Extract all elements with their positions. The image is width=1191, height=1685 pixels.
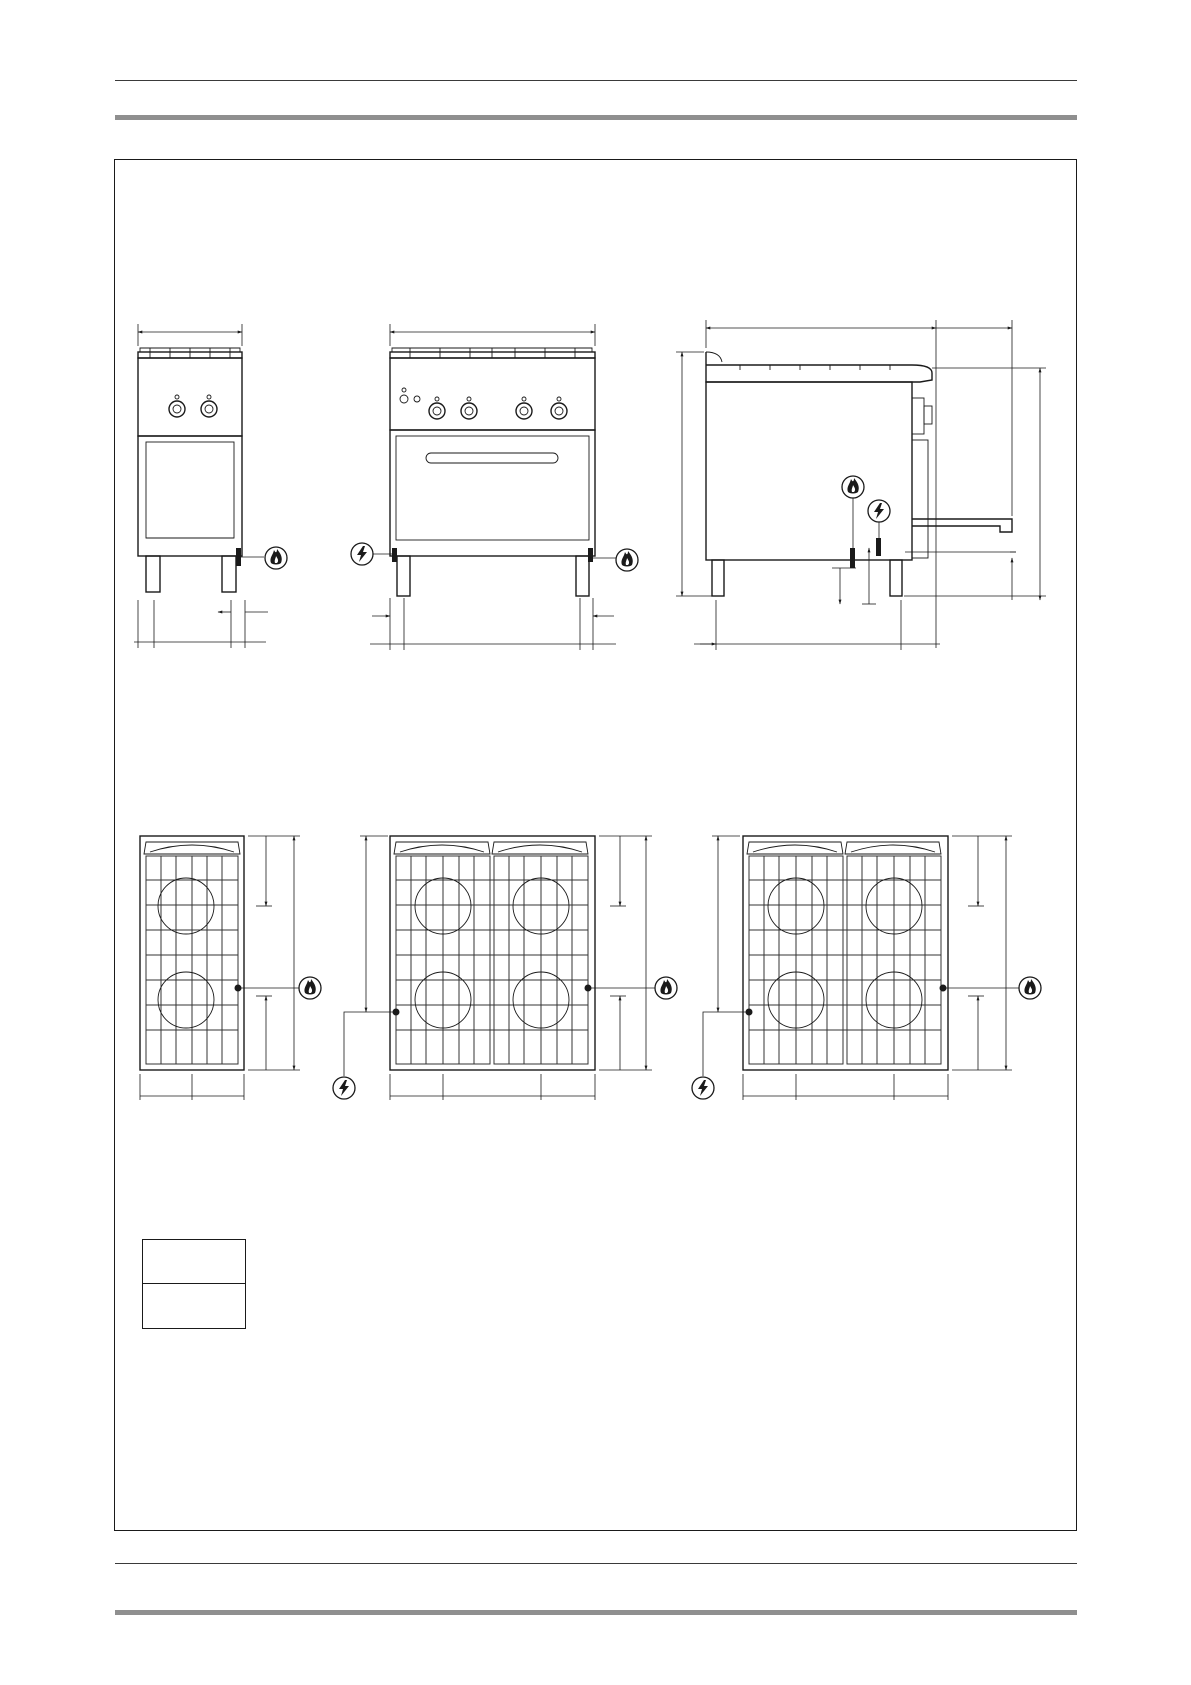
front-view-2-module — [351, 324, 638, 650]
top-view-2-module-oven — [692, 836, 1041, 1100]
footer-thick-rule — [115, 1610, 1077, 1615]
top-view-1-module — [140, 836, 321, 1100]
top-view-2-module — [333, 836, 677, 1100]
footer-thin-rule — [115, 1563, 1077, 1564]
side-view — [676, 320, 1046, 650]
front-view-1-module — [134, 324, 287, 648]
legend-table-row-1 — [143, 1240, 245, 1284]
legend-table-row-2 — [143, 1284, 245, 1328]
legend-table — [142, 1239, 246, 1329]
